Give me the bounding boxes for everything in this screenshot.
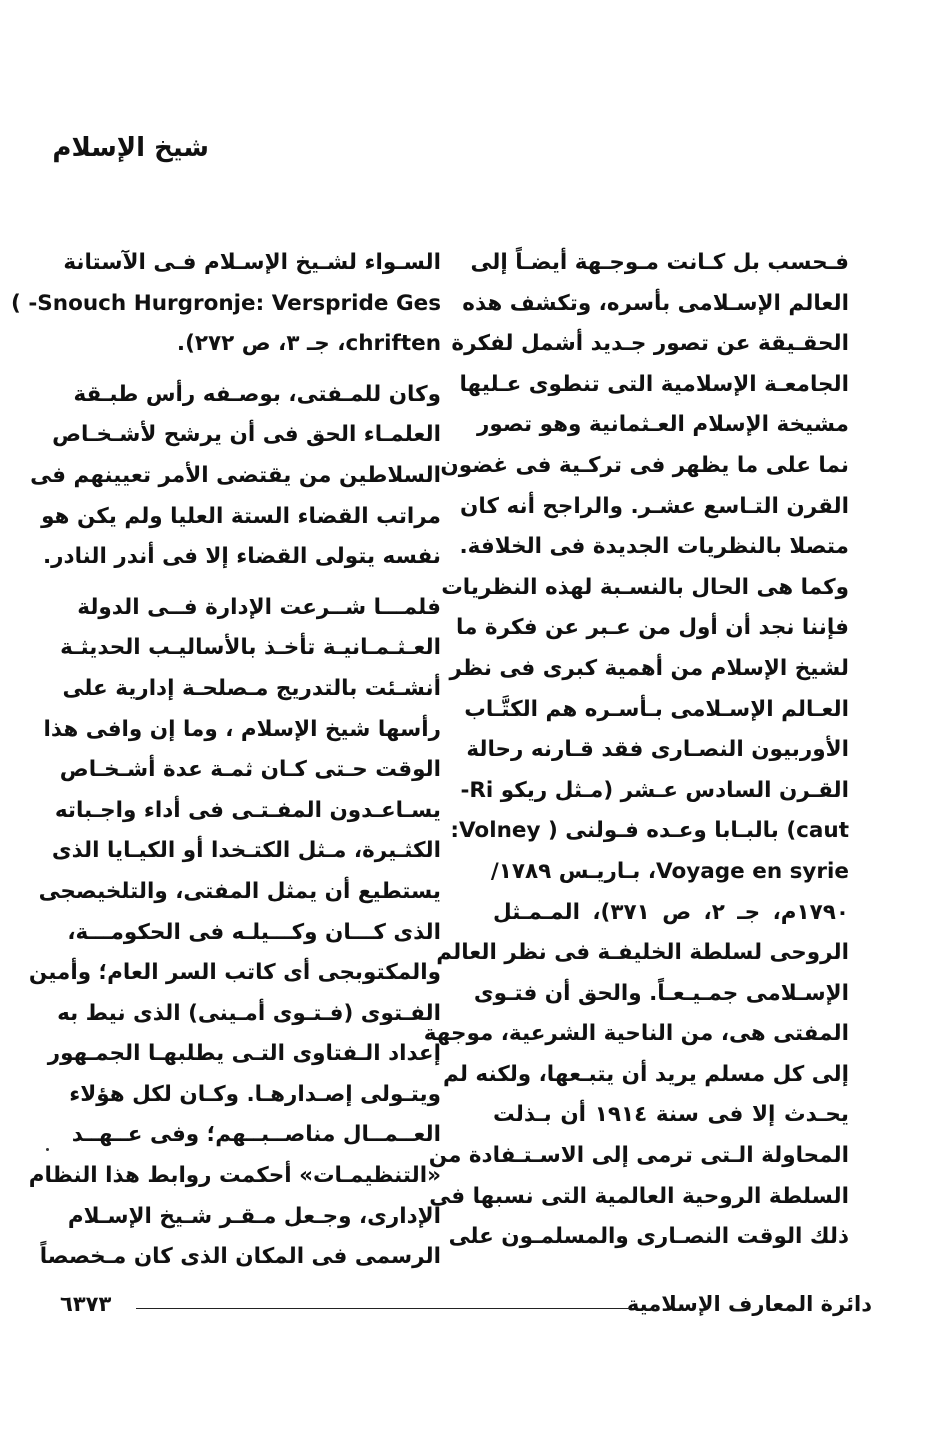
text-line: فـحسب بل كـانت مـوجـهة أيضـاً إلى (470, 250, 849, 275)
text-line: فإننا نجد أن أول من عـبر عن فكرة ما (456, 615, 849, 641)
text-line: يستطيع أن يمثل المفتى، والتلخيصجى (38, 878, 441, 904)
text-line: الأوربيون النصـارى فقد قـارنه رحالة (466, 737, 849, 763)
text-line: القـرن السادس عـشر (مـثل ريكو Ri- (460, 777, 849, 803)
text-line: الوقت حـتى كـان ثمـة عدة أشـخـاص (59, 757, 441, 783)
text-line: ١٧٩٠م، جـ ٢، ص ٣٧١)، المـمـثل (493, 899, 849, 925)
text-line: وكان للمـفتى، بوصـفه رأس طبـقة (73, 381, 441, 407)
footer-source-title: دائرة المعارف الإسلامية (626, 1292, 872, 1316)
text-line: أنشـئت بالتدريج مـصلحـة إدارية على (62, 675, 441, 701)
text-line: العـالم الإسـلامى بـأسـره هم الكتَّـاب (464, 696, 849, 722)
text-line: مشيخة الإسلام العـثمانية وهو تصور (477, 412, 849, 438)
page-number: ٦٣٧٣ (60, 1292, 112, 1316)
text-line: القرن التـاسع عشـر. والراجح أنه كان (460, 493, 849, 519)
text-line: الجامعـة الإسلامية التى تنطوى عـليها (459, 371, 849, 397)
text-line: نفسه يتولى القضاء إلا فى أندر النادر. (42, 544, 441, 570)
text-line: Voyage en syrie، بـاريـس ١٧٨٩/ (490, 858, 849, 884)
text-line: العـثـمـانيـة تأخـذ بالأساليـب الحديثـة (60, 635, 441, 661)
text-line: caut) بالبـابا وعـده فـولنى ( Volney: (450, 818, 849, 844)
text-line: السلطة الروحية العالمية التى نسبها فى (429, 1183, 849, 1209)
text-line: إعداد الـفتاوى التـى يطلبهـا الجمـهور (47, 1041, 441, 1067)
left-column (11, 243, 441, 1278)
text-line: العــمــال مناصــبــهم؛ وفى عــهــد (71, 1122, 441, 1148)
text-line: يحـدث إلا فى سنة ١٩١٤ أن بـذلت (493, 1102, 849, 1128)
text-line: رأسها شيخ الإسلام ، وما إن وافى هذا (43, 716, 441, 742)
text-line: chriften، جـ ٣، ص ٢٧٢). (176, 331, 441, 357)
text-line: الحقـيقة عن تصور جـديد أشمل لفكرة (451, 331, 849, 357)
text-line: والمكتوبجى أى كاتب السر العام؛ وأمين (28, 960, 441, 986)
text-line: مراتب القضاء الستة العليا ولم يكن هو (41, 503, 441, 529)
text-line: الكثـيرة، مـثل الكتـخدا أو الكيـايا الذى (51, 838, 441, 864)
text-line: يسـاعـدون المفـتـى فى أداء واجـباته (54, 797, 441, 823)
text-line: الرسمى فى المكان الذى كان مـخصصاً (39, 1244, 441, 1270)
right-column (423, 243, 849, 1258)
text-line: متصلا بالنظريات الجديدة فى الخلافة. (459, 534, 849, 560)
stray-dot (46, 1148, 49, 1151)
text-line: الإسـلامى جمـيـعـاً. والحق أن فتـوى (473, 980, 849, 1006)
paragraph-gap (85, 578, 441, 588)
text-line: العالم الإسـلامى بأسره، وتكشف هذه (462, 290, 849, 316)
text-line: الذى كـــان وكـــيلـه فى الحكومـــة، (67, 919, 441, 945)
text-line: نما على ما يظهر فى تركـية فى غضون (440, 452, 849, 478)
text-line: وكما هى الحال بالنسـبة لهذه النظريات (441, 574, 849, 600)
text-line: الإدارى، وجـعل مـقـر شـيخ الإسـلام (67, 1203, 441, 1229)
text-line: لشيخ الإسلام من أهمية كبرى فى نظر (449, 655, 849, 681)
text-line: العلمـاء الحق فى أن يرشح لأشـخـاص (52, 422, 441, 448)
text-line: المفتى هى، من الناحية الشرعية، موجهة (423, 1021, 849, 1047)
text-line: ذلك الوقت النصـارى والمسلمـون على (448, 1224, 849, 1250)
text-line: الفـتوى (فـتـوى أمـينى) الذى نيط به (57, 1000, 441, 1026)
paragraph-gap (85, 365, 441, 375)
text-line: الروحى لسلطة الخليفـة فى نظر العالم (436, 940, 849, 966)
text-line: المحاولة الـتى ترمى إلى الاسـتـفادة من (428, 1143, 849, 1169)
page-footer (60, 1288, 872, 1328)
running-title: شيخ الإسلام (52, 133, 209, 163)
text-line: «التنظيمـات» أحكمت روابط هذا النظام (28, 1163, 441, 1189)
text-line: السلاطين من يقتضى الأمر تعيينهم فى (30, 462, 441, 488)
text-line: Snouch Hurgronje: Verspride Ges- ) (11, 290, 441, 316)
text-line: السـواء لشـيخ الإسـلام فـى الآستانة (63, 250, 441, 275)
text-line: ويتـولى إصـدارهـا. وكـان لكل هؤلاء (69, 1081, 441, 1107)
text-line: إلى كل مسلم يريد أن يتبـعها، ولكنه لم (442, 1061, 849, 1087)
text-line: فلمـــا شــرعت الإدارة فــى الدولة (77, 594, 441, 620)
footer-divider (136, 1308, 630, 1309)
